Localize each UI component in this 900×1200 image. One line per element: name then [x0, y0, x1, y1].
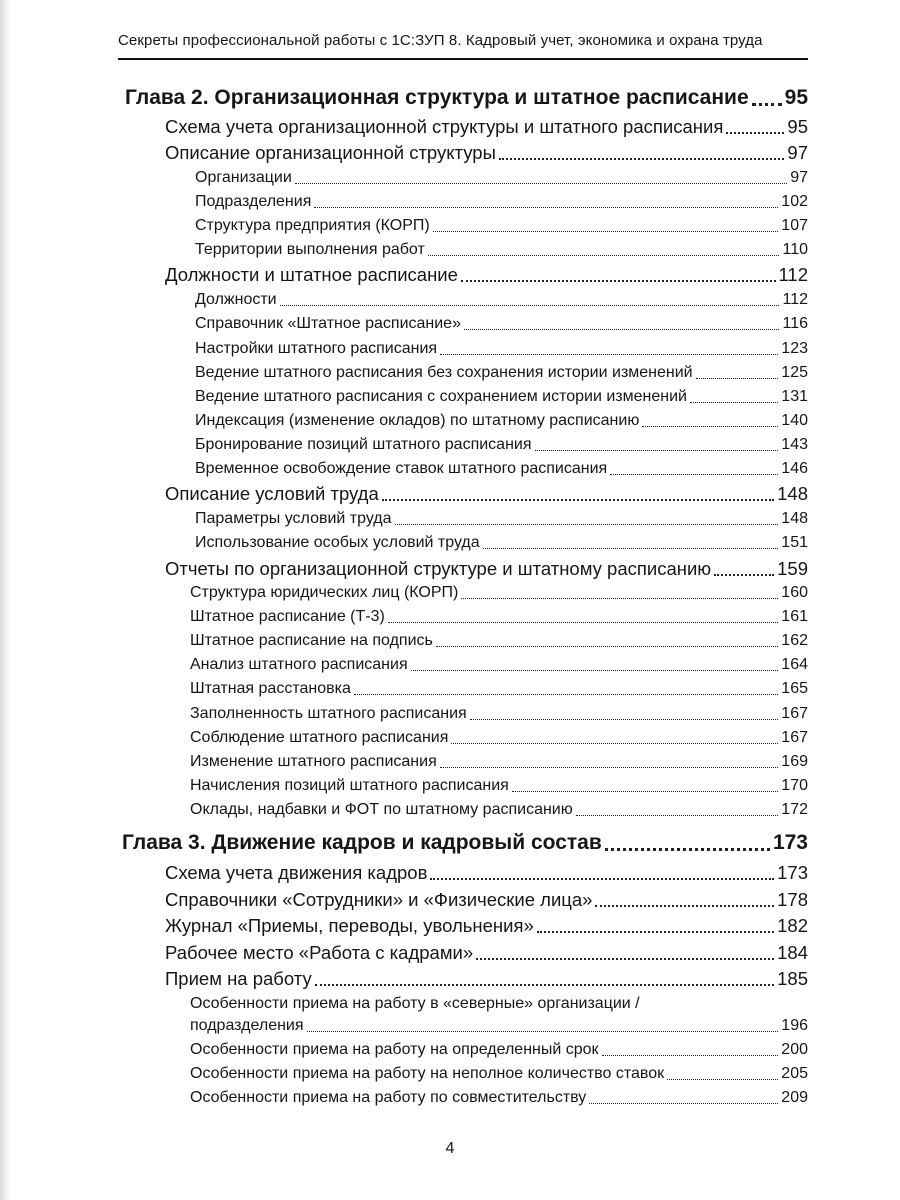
- toc-item[interactable]: Штатная расстановка 165: [190, 680, 808, 697]
- toc-item[interactable]: Индексация (изменение окладов) по штатному расписанию 140: [195, 412, 808, 429]
- toc-section[interactable]: Справочники «Сотрудники» и «Физические лица» 178: [165, 889, 808, 910]
- toc-item-first-line[interactable]: Особенности приема на работу в «северные» организации /: [190, 995, 640, 1012]
- toc-section-org-description[interactable]: Описание организационной структуры 97: [165, 142, 808, 163]
- toc-item[interactable]: Штатное расписание на подпись 162: [190, 632, 808, 649]
- toc-item[interactable]: Оклады, надбавки и ФОТ по штатному расписанию 172: [190, 801, 808, 818]
- toc-item[interactable]: Параметры условий труда 148: [195, 510, 808, 527]
- toc-item[interactable]: Соблюдение штатного расписания 167: [190, 729, 808, 746]
- toc-item[interactable]: Анализ штатного расписания 164: [190, 656, 808, 673]
- toc-item[interactable]: Изменение штатного расписания 169: [190, 753, 808, 770]
- toc-item[interactable]: Настройки штатного расписания 123: [195, 340, 808, 357]
- toc-item[interactable]: Особенности приема на работу на определенный срок 200: [190, 1041, 808, 1058]
- toc-item[interactable]: Бронирование позиций штатного расписания 143: [195, 436, 808, 453]
- toc-item[interactable]: Территории выполнения работ 110: [195, 241, 808, 258]
- toc-item[interactable]: Подразделения 102: [195, 193, 808, 210]
- toc-item[interactable]: Временное освобождение ставок штатного расписания 146: [195, 460, 808, 477]
- toc-item[interactable]: Использование особых условий труда 151: [195, 534, 808, 551]
- toc-section[interactable]: Журнал «Приемы, переводы, увольнения» 182: [165, 915, 808, 936]
- toc-item[interactable]: Ведение штатного расписания без сохранения истории изменений 125: [195, 364, 808, 381]
- header-rule: [118, 58, 808, 60]
- toc-item[interactable]: Структура предприятия (КОРП) 107: [195, 217, 808, 234]
- toc-item[interactable]: Справочник «Штатное расписание» 116: [195, 315, 808, 332]
- toc-item[interactable]: Ведение штатного расписания с сохранением истории изменений 131: [195, 388, 808, 405]
- toc-section[interactable]: Прием на работу 185: [165, 968, 808, 989]
- toc-item[interactable]: Начисления позиций штатного расписания 170: [190, 777, 808, 794]
- toc-item[interactable]: Должности 112: [195, 291, 808, 308]
- toc-section[interactable]: Рабочее место «Работа с кадрами» 184: [165, 942, 808, 963]
- toc-item[interactable]: Организации 97: [195, 169, 808, 186]
- toc-item[interactable]: Штатное расписание (Т-3) 161: [190, 608, 808, 625]
- toc-section-positions[interactable]: Должности и штатное расписание 112: [165, 264, 808, 285]
- running-head: Секреты профессиональной работы с 1С:ЗУП 8. Кадровый учет, экономика и охрана труда: [118, 32, 763, 49]
- toc-item[interactable]: Особенности приема на работу на неполное количество ставок 205: [190, 1065, 808, 1082]
- toc-item[interactable]: Структура юридических лиц (КОРП) 160: [190, 584, 808, 601]
- toc-section[interactable]: Схема учета движения кадров 173: [165, 862, 808, 883]
- toc-section-reports[interactable]: Отчеты по организационной структуре и штатному расписанию 159: [165, 558, 808, 579]
- toc-section-conditions[interactable]: Описание условий труда 148: [165, 483, 808, 504]
- page-binding-shadow: [0, 0, 10, 1200]
- toc-section-scheme[interactable]: Схема учета организационной структуры и штатного расписания 95: [165, 116, 808, 137]
- toc-chapter-3[interactable]: Глава 3. Движение кадров и кадровый состав 173: [122, 831, 808, 854]
- toc-item[interactable]: подразделения 196: [190, 1017, 808, 1034]
- page-number: 4: [445, 1140, 455, 1157]
- toc-chapter-2[interactable]: Глава 2. Организационная структура и штатное расписание 95: [125, 86, 808, 109]
- toc-item[interactable]: Заполненность штатного расписания 167: [190, 705, 808, 722]
- toc-item[interactable]: Особенности приема на работу по совместительству 209: [190, 1089, 808, 1106]
